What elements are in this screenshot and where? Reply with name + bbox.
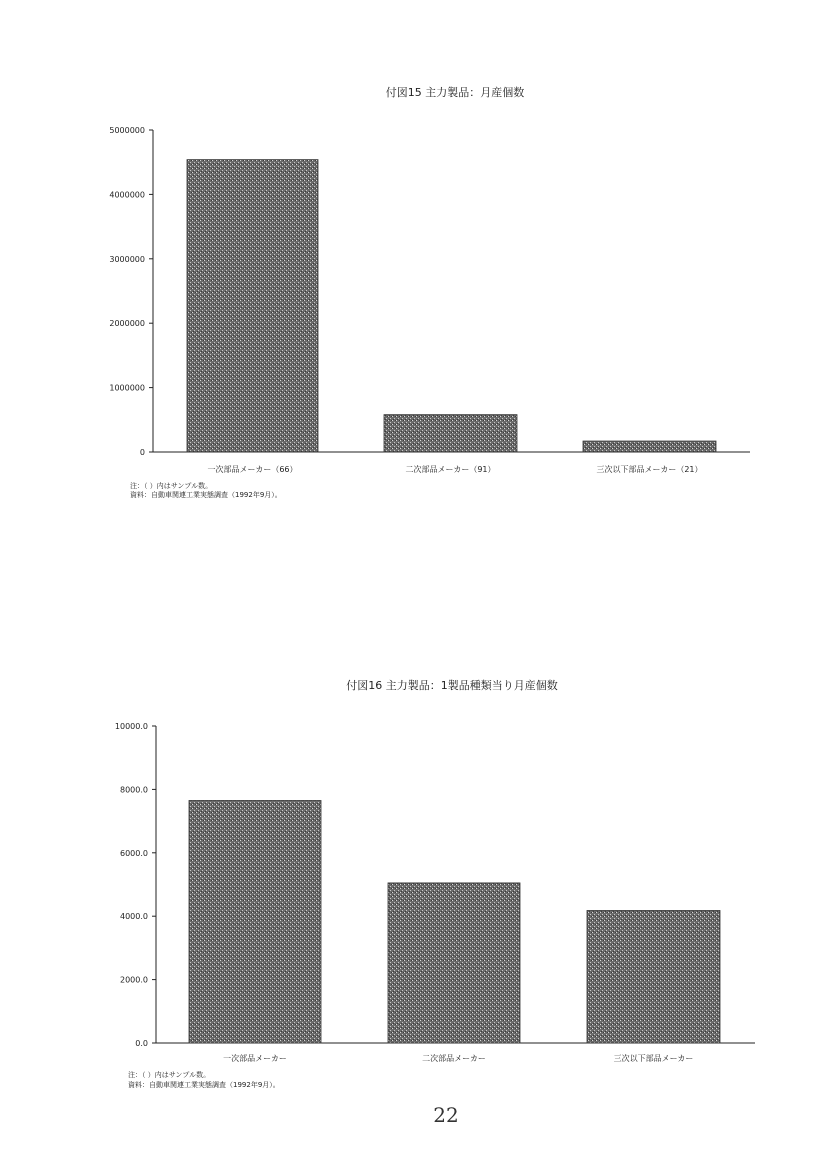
chart-15 bbox=[109, 85, 750, 499]
chart-15-category-label: 二次部品メーカー（91） bbox=[405, 465, 496, 474]
chart-16-y-tick-label: 10000.0 bbox=[114, 722, 148, 731]
chart-15-y-tick-label: 1000000 bbox=[109, 383, 145, 393]
chart-16-y-tick-label: 2000.0 bbox=[120, 975, 148, 985]
chart-15-note: 注：（ ）内はサンプル数。 bbox=[130, 482, 213, 490]
chart-16-category-label: 三次以下部品メーカー bbox=[613, 1054, 694, 1063]
chart-16-title: 付図16 主力製品：1製品種類当り月産個数 bbox=[346, 679, 558, 692]
chart-15-y-tick-label: 5000000 bbox=[109, 126, 145, 135]
chart-15-source: 資料：自動車関連工業実態調査（1992年9月）。 bbox=[130, 491, 282, 499]
chart-16 bbox=[115, 678, 755, 1089]
chart-15-y-tick-label: 2000000 bbox=[109, 319, 145, 329]
chart-15-bar bbox=[583, 441, 716, 452]
chart-15-y-tick-label: 4000000 bbox=[109, 190, 145, 200]
chart-16-plot bbox=[115, 722, 755, 1063]
chart-15-category-label: 三次以下部品メーカー（21） bbox=[596, 465, 703, 474]
chart-16-y-tick-label: 8000.0 bbox=[120, 785, 148, 795]
chart-15-bar bbox=[384, 415, 517, 452]
chart-15-y-tick-label: 0 bbox=[139, 448, 145, 457]
chart-16-y-tick-label: 6000.0 bbox=[120, 848, 148, 858]
chart-16-y-tick-label: 4000.0 bbox=[120, 912, 148, 922]
chart-15-category-label: 一次部品メーカー（66） bbox=[207, 465, 298, 474]
chart-15-title: 付図15 主力製品：月産個数 bbox=[385, 86, 525, 99]
chart-16-bar bbox=[587, 910, 720, 1043]
chart-16-note: 注：（ ）内はサンプル数。 bbox=[128, 1071, 211, 1079]
page-number: 22 bbox=[433, 1103, 459, 1127]
chart-15-plot bbox=[109, 126, 750, 474]
chart-15-y-tick-label: 3000000 bbox=[109, 254, 145, 264]
chart-16-source: 資料：自動車関連工業実態調査（1992年9月）。 bbox=[128, 1081, 280, 1089]
chart-15-bar bbox=[187, 160, 318, 452]
chart-16-y-tick-label: 0.0 bbox=[135, 1039, 148, 1048]
chart-16-category-label: 一次部品メーカー bbox=[223, 1054, 287, 1063]
chart-16-bar bbox=[189, 800, 321, 1043]
chart-16-category-label: 二次部品メーカー bbox=[422, 1054, 486, 1063]
chart-16-bar bbox=[388, 883, 520, 1043]
